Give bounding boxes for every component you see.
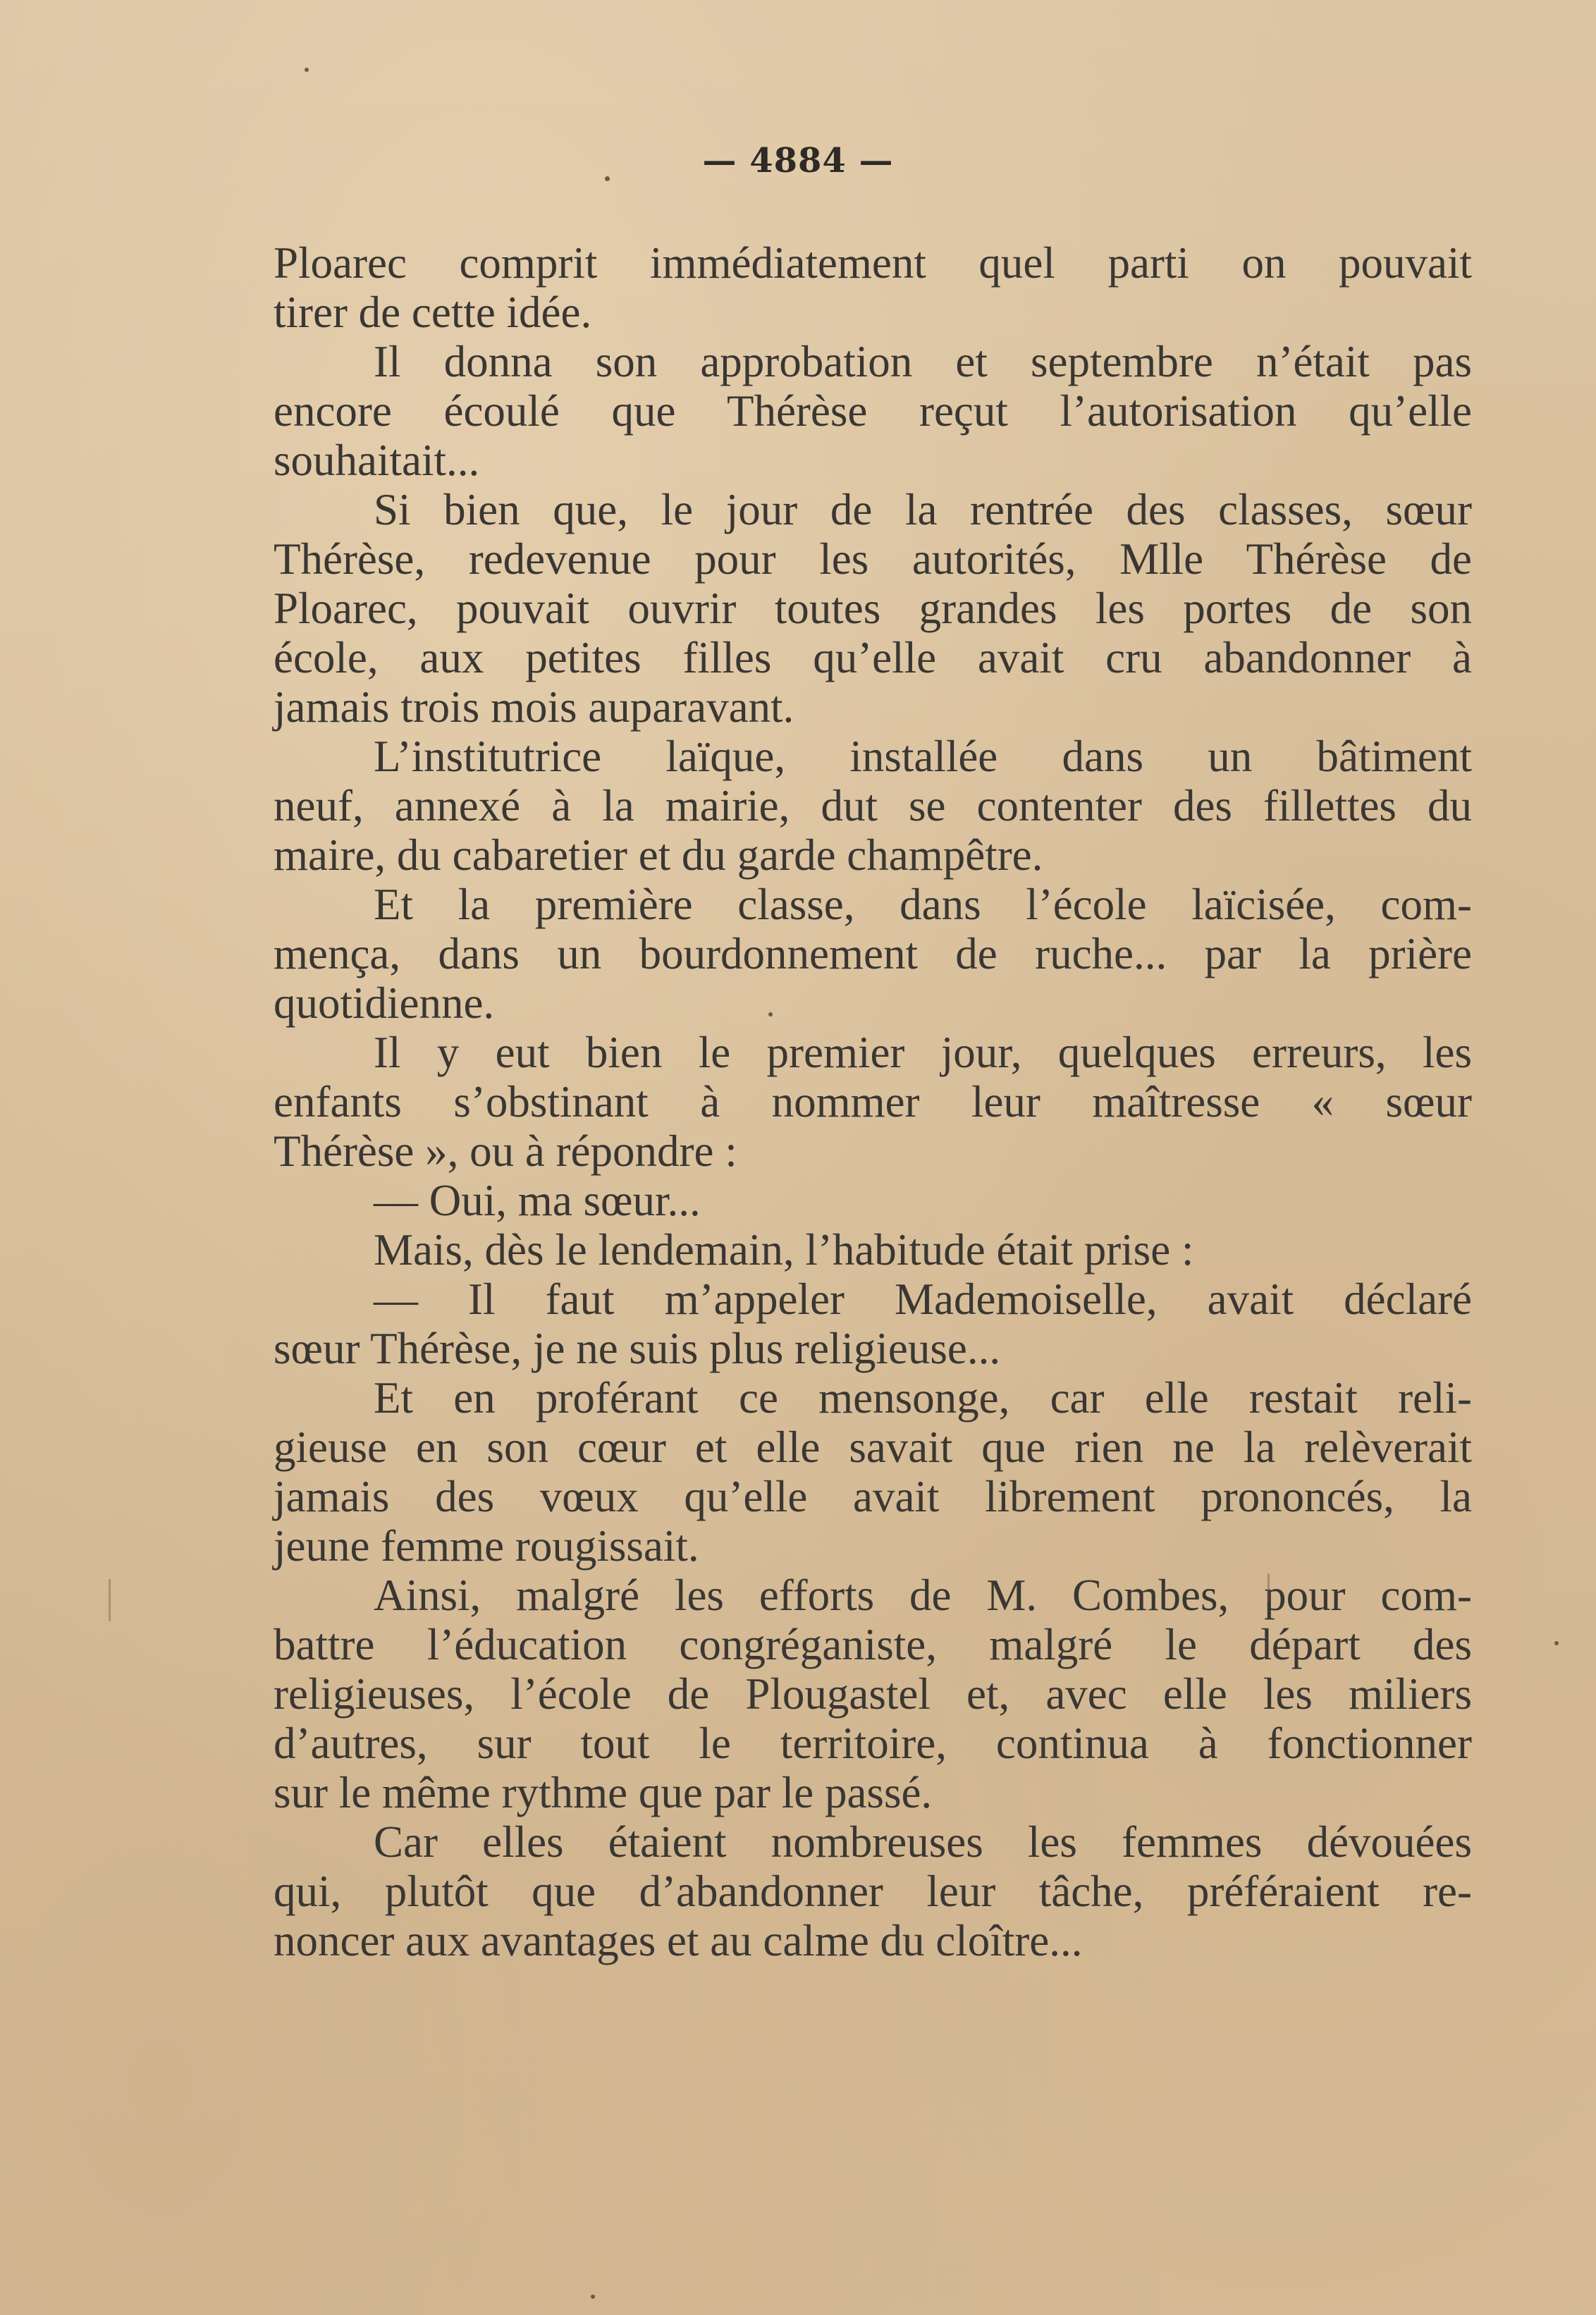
text-line: qui, plutôt que d’abandonner leur tâche, préféraient re- [274,1867,1472,1916]
text-line: — Il faut m’appeler Mademoiselle, avait déclaré [374,1275,1472,1324]
text-line: jamais trois mois auparavant. [274,682,794,732]
paper-speck [605,176,610,181]
text-line: — Oui, ma sœur... [374,1176,701,1225]
text-line: tirer de cette idée. [274,288,592,337]
text-line: jamais des vœux qu’elle avait librement prononcés, la [274,1472,1472,1521]
text-line: Si bien que, le jour de la rentrée des classes, sœur [374,485,1472,534]
text-line: sur le même rythme que par le passé. [274,1768,933,1817]
paper-speck [305,68,309,72]
text-line: gieuse en son cœur et elle savait que rien ne la relèverait [274,1423,1472,1472]
text-line: noncer aux avantages et au calme du cloître... [274,1916,1083,1965]
text-line: mença, dans un bourdonnement de ruche... par la prière [274,929,1472,978]
text-line: Et la première classe, dans l’école laïcisée, com- [374,880,1472,929]
text-line: Mais, dès le lendemain, l’habitude était prise : [374,1225,1194,1275]
text-line: Thérèse », ou à répondre : [274,1126,737,1176]
text-line: sœur Thérèse, je ne suis plus religieuse... [274,1324,1001,1373]
text-line: Ainsi, malgré les efforts de M. Combes, pour com- [374,1571,1472,1620]
text-line: religieuses, l’école de Plougastel et, avec elle les miliers [274,1669,1472,1719]
text-line: Thérèse, redevenue pour les autorités, Mlle Thérèse de [274,534,1472,584]
text-line: école, aux petites filles qu’elle avait cru abandonner à [274,633,1472,682]
text-line: souhaitait... [274,436,480,485]
text-line: neuf, annexé à la mairie, dut se contenter des fillettes du [274,781,1472,830]
text-line: Car elles étaient nombreuses les femmes dévouées [374,1817,1472,1867]
text-line: d’autres, sur tout le territoire, continua à fonctionner [274,1719,1472,1768]
text-line: Et en proférant ce mensonge, car elle restait reli- [374,1373,1472,1423]
body-text [274,238,1472,1965]
text-line: battre l’éducation congréganiste, malgré le départ des [274,1620,1472,1669]
page-number: — 4884 — [702,141,894,180]
paper-speck [1267,1573,1270,1602]
text-line: maire, du cabaretier et du garde champêtre. [274,830,1043,880]
text-line: L’institutrice laïque, installée dans un bâtiment [374,732,1472,781]
text-line: Ploarec comprit immédiatement quel parti on pouvait [274,238,1472,288]
paper-speck [768,1012,773,1017]
text-line: encore écoulé que Thérèse reçut l’autorisation qu’elle [274,386,1472,436]
text-line: Ploarec, pouvait ouvrir toutes grandes les portes de son [274,584,1472,633]
paper-speck [1554,1641,1559,1645]
paper-speck [109,1579,111,1621]
text-line: jeune femme rougissait. [274,1521,699,1571]
text-line: Il donna son approbation et septembre n’était pas [374,337,1472,386]
text-line: enfants s’obstinant à nommer leur maîtresse « sœur [274,1077,1472,1126]
text-line: quotidienne. [274,978,495,1028]
paper-speck [591,2295,595,2299]
text-line: Il y eut bien le premier jour, quelques erreurs, les [374,1028,1472,1077]
